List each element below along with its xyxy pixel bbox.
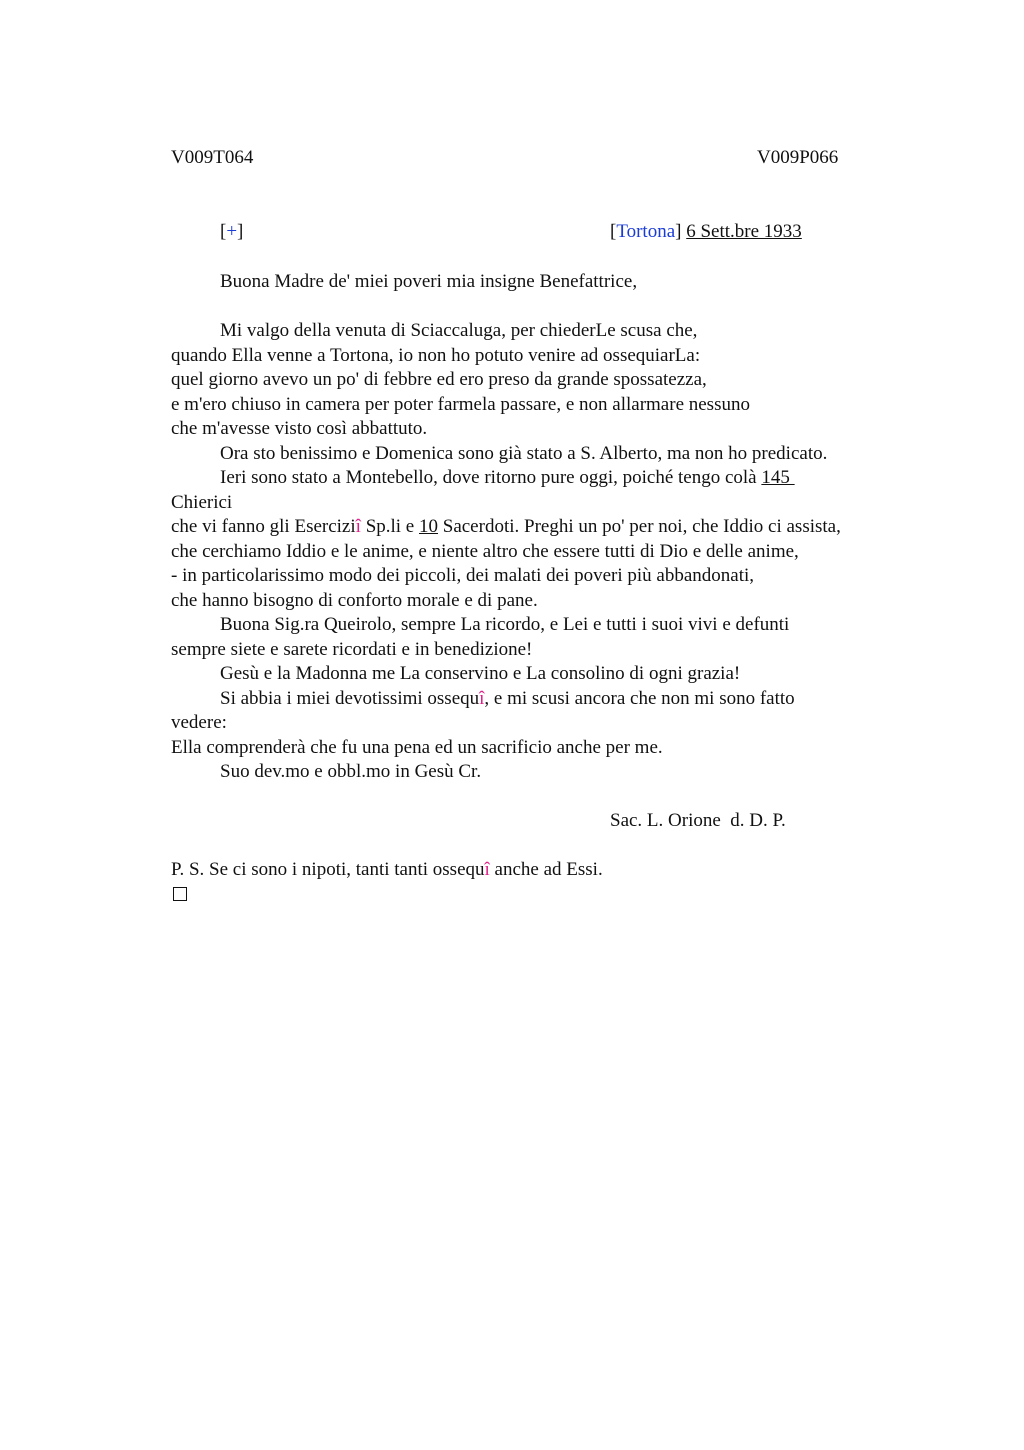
paragraph-line: - in particolarissimo modo dei piccoli, dei malati dei poveri più abbandonati,	[171, 565, 755, 586]
paragraph-line: Chierici	[171, 491, 233, 513]
paragraph-line: vedere:	[171, 712, 227, 733]
place-date: [Tortona] 6 Sett.bre 1933	[610, 221, 802, 242]
header-right-code: V009P066	[757, 147, 839, 168]
accent-mark: î	[479, 687, 485, 709]
paragraph-line: Ella comprenderà che fu una pena ed un sacrificio anche per me.	[171, 736, 663, 758]
paragraph-line: che m'avesse visto così abbattuto.	[171, 418, 428, 439]
square-box-icon	[173, 887, 187, 901]
paragraph-line: Ieri sono stato a Montebello, dove ritorno pure oggi, poiché tengo colà 145	[220, 467, 795, 488]
place-name: Tortona	[616, 221, 676, 242]
paragraph-line: sempre siete e sarete ricordati e in benedizione!	[171, 638, 533, 660]
paragraph-line: che hanno bisogno di conforto morale e di pane.	[171, 589, 538, 611]
paragraph-line: che cerchiamo Iddio e le anime, e niente altro che essere tutti di Dio e delle anime,	[171, 540, 799, 562]
paragraph-line: Si abbia i miei devotissimi ossequî, e mi scusi ancora che non mi sono fatto	[220, 687, 795, 709]
paragraph-line: Mi valgo della venuta di Sciaccaluga, per chiederLe scusa che,	[220, 320, 698, 341]
accent-mark: î	[484, 859, 490, 880]
paragraph-line: Ora sto benissimo e Domenica sono già stato a S. Alberto, ma non ho predicato.	[220, 442, 828, 464]
accent-mark: î	[355, 516, 361, 537]
paragraph-line: quel giorno avevo un po' di febbre ed ero preso da grande spossatezza,	[171, 369, 707, 390]
paragraph-line: che vi fanno gli Eserciziî Sp.li e 10 Sacerdoti. Preghi un po' per noi, che Iddio ci assista,	[171, 516, 841, 537]
end-marker	[171, 883, 931, 908]
header-left-code: V009T064	[171, 147, 254, 168]
paragraph-line: quando Ella venne a Tortona, io non ho potuto venire ad ossequiarLa:	[171, 344, 701, 366]
plus-marker: [+]	[220, 221, 244, 242]
priests-count: 10	[419, 516, 438, 537]
postscript: P. S. Se ci sono i nipoti, tanti tanti ossequî anche ad Essi.	[171, 859, 603, 880]
paragraph-line: Gesù e la Madonna me La conservino e La consolino di ogni grazia!	[220, 663, 741, 684]
signature: Sac. L. Orione d. D. P.	[610, 810, 786, 831]
paragraph-line: Buona Sig.ra Queirolo, sempre La ricordo, e Lei e tutti i suoi vivi e defunti	[220, 614, 790, 635]
salutation: Buona Madre de' miei poveri mia insigne Benefattrice,	[220, 271, 638, 292]
plus-mark: +	[226, 221, 238, 242]
letter-date: 6 Sett.bre 1933	[686, 221, 802, 242]
closing: Suo dev.mo e obbl.mo in Gesù Cr.	[220, 761, 482, 782]
paragraph-line: e m'ero chiuso in camera per poter farmela passare, e non allarmare nessuno	[171, 393, 750, 415]
clerics-count: 145	[761, 467, 795, 488]
letter-body	[171, 270, 931, 907]
